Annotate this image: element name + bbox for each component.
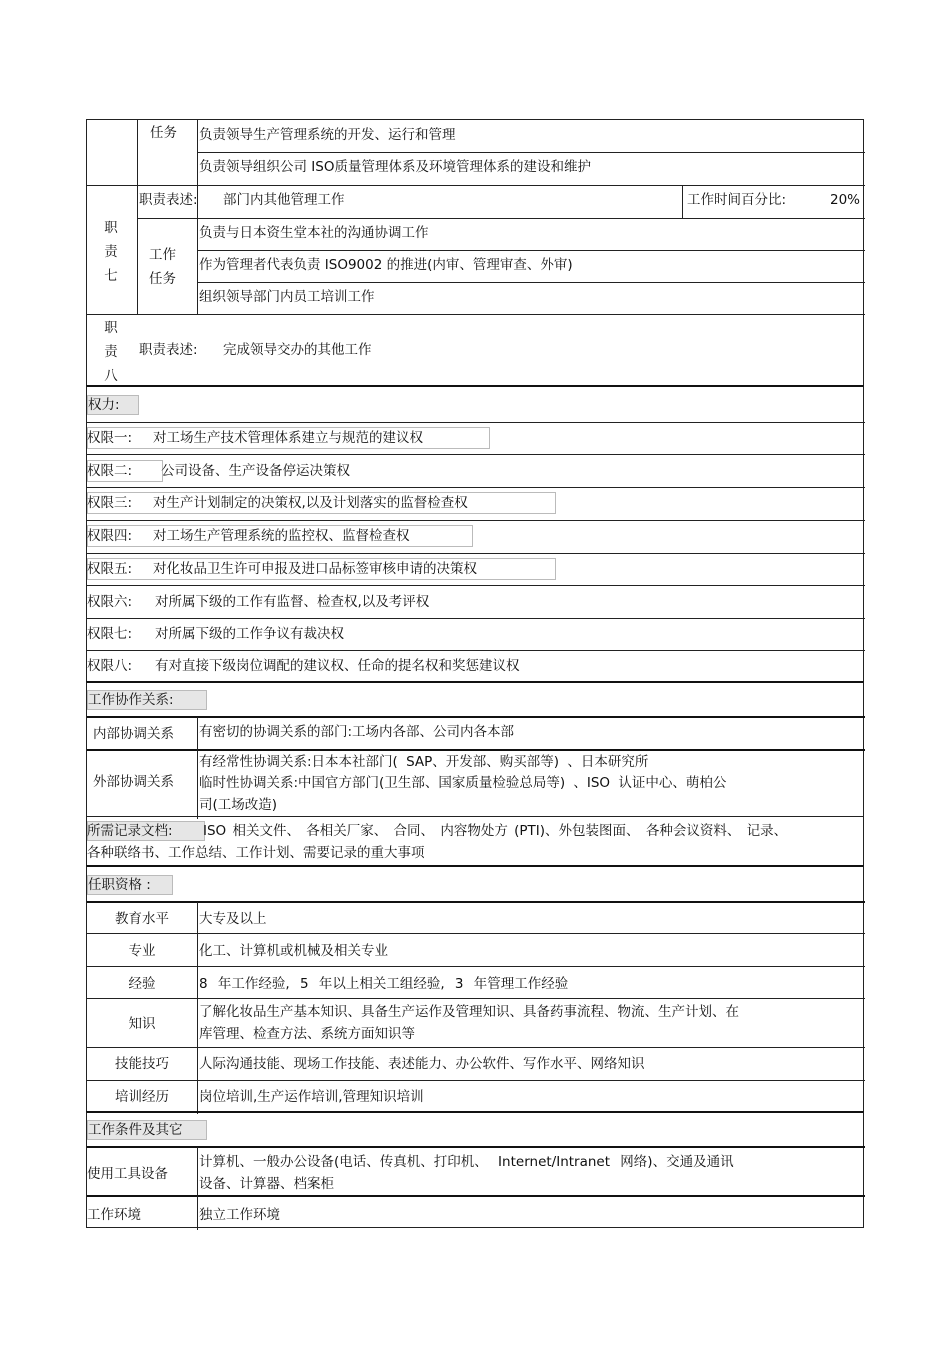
- task-item: 负责与日本资生堂本社的沟通协调工作: [199, 225, 429, 241]
- task-item: 负责领导生产管理系统的开发、运行和管理: [199, 127, 456, 143]
- external-text: 有经常性协调关系:日本本社部门( SAP、开发部、购买部等) 、日本研究所: [199, 754, 649, 770]
- external-text: 司(工场改造): [199, 797, 278, 813]
- authority-label: 权限二:: [87, 463, 133, 479]
- time-percent-label: 工作时间百分比:: [687, 192, 787, 208]
- task-label: 任务: [150, 125, 177, 141]
- authority-text: 对所属下级的工作争议有裁决权: [155, 626, 344, 642]
- tools-text: 设备、计算器、档案柜: [199, 1176, 334, 1192]
- qualification-heading: 任职资格 :: [88, 877, 151, 893]
- duty-desc: 完成领导交办的其他工作: [223, 342, 372, 358]
- task-item: 作为管理者代表负责 ISO9002 的推进(内审、管理审查、外审): [199, 257, 573, 273]
- qualification-value: 化工、计算机或机械及相关专业: [199, 943, 388, 959]
- tools-text: 计算机、一般办公设备(电话、传真机、打印机、 Internet/Intranet 网络)、交通及通讯: [199, 1154, 734, 1170]
- qualification-label: 知识: [128, 1016, 156, 1032]
- records-label: 所需记录文档:: [87, 823, 173, 839]
- qualification-value: 库管理、检查方法、系统方面知识等: [199, 1026, 415, 1042]
- authority-table: [86, 385, 864, 682]
- qualification-value: 人际沟通技能、现场工作技能、表述能力、办公软件、写作水平、网络知识: [199, 1056, 645, 1072]
- authority-heading: 权力:: [88, 397, 120, 413]
- duty-desc: 部门内其他管理工作: [223, 192, 345, 208]
- qualification-value: 8 年工作经验, 5 年以上相关工组经验, 3 年管理工作经验: [199, 976, 569, 992]
- authority-label: 权限一:: [87, 430, 133, 446]
- internal-label: 内部协调关系: [93, 726, 174, 742]
- task-item: 负责领导组织公司 ISO质量管理体系及环境管理体系的建设和维护: [199, 159, 591, 175]
- environment-text: 独立工作环境: [199, 1207, 280, 1223]
- qualification-value: 岗位培训,生产运作培训,管理知识培训: [199, 1089, 424, 1105]
- cooperation-heading: 工作协作关系:: [88, 692, 174, 708]
- authority-label: 权限四:: [87, 528, 133, 544]
- duty-desc-label: 职责表述:: [139, 192, 198, 208]
- authority-text: 有对直接下级岗位调配的建议权、任命的提名权和奖惩建议权: [155, 658, 520, 674]
- conditions-table: [86, 1111, 864, 1228]
- records-line: ISO 相关文件、 各相关厂家、 合同、 内容物处方 (PTI)、外包装图面、 各种会议资料、 记录、: [203, 823, 788, 839]
- qualification-label: 教育水平: [115, 911, 169, 927]
- qualification-value: 大专及以上: [199, 911, 267, 927]
- qualification-value: 了解化妆品生产基本知识、具备生产运作及管理知识、具备药事流程、物流、生产计划、在: [199, 1004, 739, 1020]
- authority-label: 权限七:: [87, 626, 133, 642]
- external-label: 外部协调关系: [93, 774, 174, 790]
- time-percent-value: 20%: [830, 192, 861, 208]
- authority-label: 权限三:: [87, 495, 133, 511]
- qualification-label: 技能技巧: [115, 1056, 169, 1072]
- authority-text: 公司设备、生产设备停运决策权: [161, 463, 350, 479]
- tools-label: 使用工具设备: [87, 1166, 168, 1182]
- authority-label: 权限八:: [87, 658, 133, 674]
- authority-text: 对工场生产管理系统的监控权、监督检查权: [153, 528, 410, 544]
- duty-desc-label: 职责表述:: [139, 342, 198, 358]
- duty-seven-label: 职 责 七: [104, 220, 118, 284]
- authority-label: 权限六:: [87, 594, 133, 610]
- task-item: 组织领导部门内员工培训工作: [199, 289, 375, 305]
- records-section: [86, 816, 864, 866]
- authority-label: 权限五:: [87, 561, 133, 577]
- environment-label: 工作环境: [87, 1207, 141, 1223]
- duty-eight-label: 职 责 八: [104, 320, 118, 384]
- duty-table: [86, 119, 864, 386]
- qualification-label: 专业: [128, 943, 156, 959]
- records-line: 各种联络书、工作总结、工作计划、需要记录的重大事项: [87, 845, 425, 861]
- authority-text: 对化妆品卫生许可申报及进口品标签审核申请的决策权: [153, 561, 477, 577]
- work-task-label: 工作 任务: [149, 247, 176, 287]
- authority-text: 对工场生产技术管理体系建立与规范的建议权: [153, 430, 423, 446]
- qualification-label: 经验: [128, 976, 156, 992]
- cooperation-table: [86, 681, 864, 817]
- qualification-table: [86, 865, 864, 1112]
- authority-text: 对所属下级的工作有监督、检查权,以及考评权: [155, 594, 430, 610]
- conditions-heading: 工作条件及其它: [88, 1122, 183, 1138]
- authority-text: 对生产计划制定的决策权,以及计划落实的监督检查权: [153, 495, 468, 511]
- internal-text: 有密切的协调关系的部门:工场内各部、公司内各本部: [199, 724, 515, 740]
- qualification-label: 培训经历: [115, 1089, 169, 1105]
- external-text: 临时性协调关系:中国官方部门(卫生部、国家质量检验总局等) 、ISO 认证中心、萌柏公: [199, 775, 727, 791]
